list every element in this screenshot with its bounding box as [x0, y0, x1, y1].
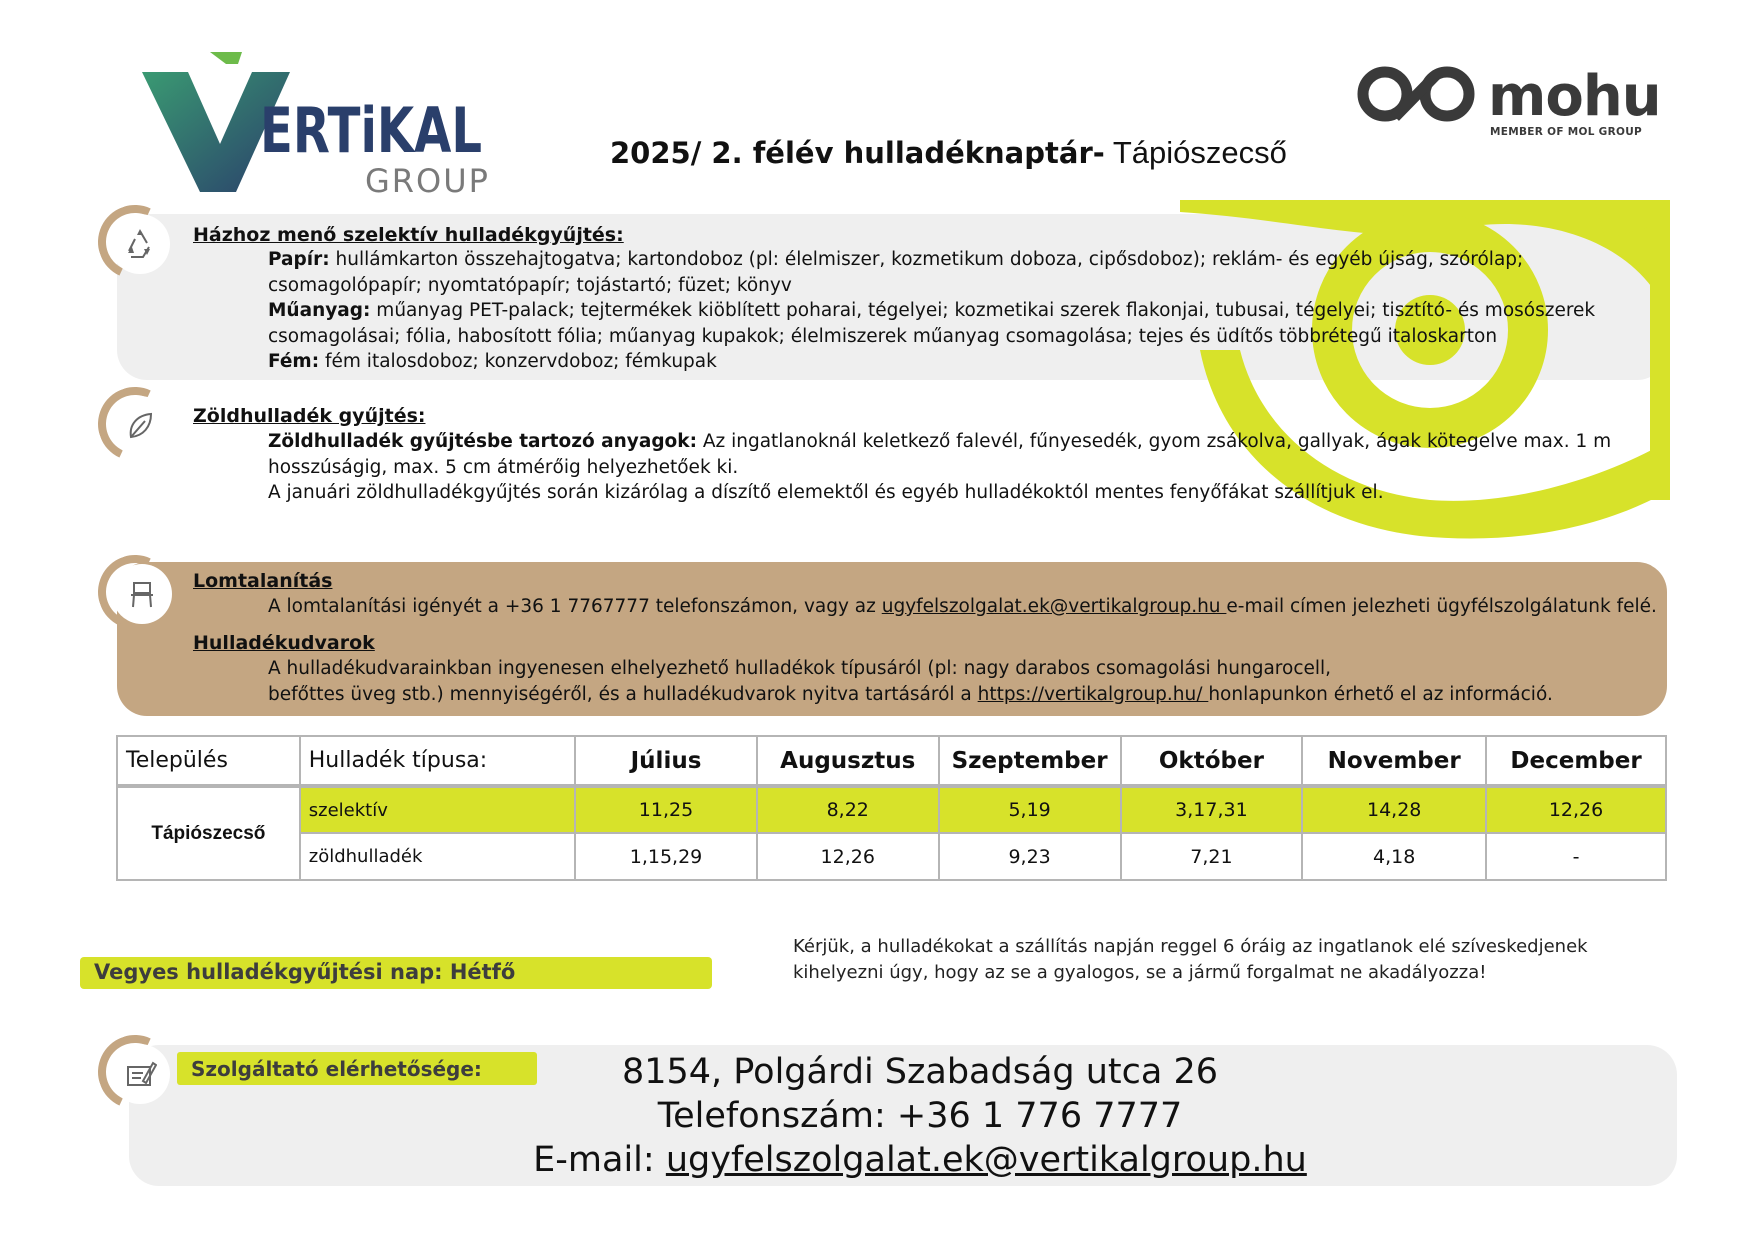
header-place: Település — [117, 736, 300, 786]
header-month: November — [1302, 736, 1486, 786]
svg-text:ERTiKAL: ERTiKAL — [260, 94, 482, 167]
mixed-waste-day: Vegyes hulladékgyűjtési nap: Hétfő — [80, 957, 712, 989]
contact-phone: Telefonszám: +36 1 776 7777 — [657, 1096, 1183, 1136]
page-title — [610, 135, 1287, 171]
green-line-1 — [268, 429, 1611, 455]
mohu-logo-word: mohu — [1488, 64, 1661, 129]
contact-email-label: E-mail: — [533, 1140, 655, 1180]
green-materials-label: Zöldhulladék gyűjtésbe tartozó anyagok: — [268, 431, 697, 452]
date-cell: 7,21 — [1121, 833, 1303, 880]
contact-form-icon — [110, 1044, 170, 1104]
green-materials-text-1: Az ingatlanoknál keletkező falevél, fűnyesedék, gyom zsákolva, gallyak, ágak kötegelve max. 1 m — [696, 431, 1612, 452]
page-title-main: 2025/ 2. félév hulladéknaptár- — [610, 136, 1105, 170]
selective-body — [268, 247, 1595, 375]
paper-text-1: hullámkarton összehajtogatva; kartondoboz (pl: élelmiszer, kozmetikum doboza, cipősdoboz); reklám- és egyéb újság, szórólap; — [329, 249, 1524, 270]
yards-line-2 — [268, 682, 1553, 708]
yards-line-1: A hulladékudvarainkban ingyenesen elhelyezhető hulladékok típusáról (pl: nagy darabos csomagolási hungarocell, — [268, 658, 1332, 679]
date-cell: - — [1486, 833, 1666, 880]
waste-type-cell: zöldhulladék — [300, 833, 575, 880]
place-cell: Tápiószecső — [117, 786, 300, 880]
bulky-email-link[interactable]: ugyfelszolgalat.ek@vertikalgroup.hu — [881, 596, 1227, 617]
yards-text-2b: honlapunkon érhető el az információ. — [1208, 683, 1553, 705]
green-title: Zöldhulladék gyűjtés: — [193, 405, 426, 427]
contact-email-link[interactable]: ugyfelszolgalat.ek@vertikalgroup.hu — [665, 1140, 1307, 1180]
notice-line-1: Kérjük, a hulladékokat a szállítás napján reggel 6 óráig az ingatlanok elé szíveskedjenek — [793, 936, 1588, 957]
selective-title: Házhoz menő szelektív hulladékgyűjtés: — [193, 224, 624, 246]
metal-text: fém italosdoboz; konzervdoboz; fémkupak — [319, 351, 717, 372]
page-title-place: Tápiószecső — [1104, 135, 1287, 170]
table-row — [117, 786, 1666, 833]
mohu-logo-tagline: MEMBER OF MOL GROUP — [1490, 126, 1643, 138]
leaf-icon — [110, 396, 170, 456]
yards-text-2a: befőttes üveg stb.) mennyiségéről, és a hulladékudvarok nyitva tartásáról a — [268, 683, 978, 705]
waste-type-cell: szelektív — [300, 786, 575, 833]
plastic-line-2: csomagolásai; fólia, habosított fólia; műanyag kupakok; élelmiszerek műanyag csomagolása; tejes és üdítős többrétegű italoskarton — [268, 325, 1498, 347]
table-header-row — [117, 736, 1666, 786]
contact-address: 8154, Polgárdi Szabadság utca 26 — [621, 1052, 1219, 1092]
plastic-text-1: műanyag PET-palack; tejtermékek kiöblített poharai, tégelyei; kozmetikai szerek flakonjai, tubusai, tégelyei; tisztító- és mosószerek — [370, 300, 1596, 321]
header-month: December — [1486, 736, 1666, 786]
header-month: Szeptember — [939, 736, 1121, 786]
table-row — [117, 833, 1666, 880]
green-line-2: hosszúságig, max. 5 cm átmérőig helyezhetőek ki. — [268, 456, 739, 478]
date-cell: 9,23 — [939, 833, 1121, 880]
date-cell: 11,25 — [575, 786, 757, 833]
date-cell: 3,17,31 — [1121, 786, 1303, 833]
bulky-text-a: A lomtalanítási igényét a +36 1 7767777 telefonszámon, vagy az — [268, 596, 882, 617]
yards-body — [268, 656, 1553, 707]
collection-schedule-table — [116, 735, 1667, 881]
paper-label: Papír: — [268, 249, 330, 270]
date-cell: 14,28 — [1302, 786, 1486, 833]
green-body — [268, 429, 1611, 506]
header-waste-type: Hulladék típusa: — [300, 736, 575, 786]
date-cell: 12,26 — [757, 833, 939, 880]
svg-text:GROUP: GROUP — [365, 162, 490, 200]
notice-line-2: kihelyezni úgy, hogy az se a gyalogos, se a jármű forgalmat ne akadályozza! — [793, 962, 1487, 983]
date-cell: 8,22 — [757, 786, 939, 833]
contact-label: Szolgáltató elérhetősége: — [177, 1052, 537, 1085]
vertikal-group-logo — [140, 52, 540, 202]
header-month: Augusztus — [757, 736, 939, 786]
date-cell: 1,15,29 — [575, 833, 757, 880]
green-line-3: A januári zöldhulladékgyűjtés során kizárólag a díszítő elemektől és egyéb hulladékoktól mentes fenyőfákat szállítjuk el. — [268, 482, 1384, 503]
date-cell: 4,18 — [1302, 833, 1486, 880]
bulky-title: Lomtalanítás — [193, 570, 333, 592]
header-month: Október — [1121, 736, 1303, 786]
header-month: Július — [575, 736, 757, 786]
bulky-line — [268, 594, 1657, 620]
bulky-text-b: e-mail címen jelezheti ügyfélszolgálatunk felé. — [1226, 596, 1657, 617]
chair-icon — [112, 564, 172, 624]
placement-notice — [793, 934, 1588, 986]
paper-line-2: csomagolópapír; nyomtatópapír; tojástartó; füzet; könyv — [268, 274, 792, 296]
website-link[interactable]: https://vertikalgroup.hu/ — [977, 683, 1209, 705]
metal-line — [268, 349, 1595, 375]
recycle-icon — [110, 214, 170, 274]
yards-title: Hulladékudvarok — [193, 632, 375, 654]
plastic-label: Műanyag: — [268, 300, 371, 321]
contact-email-line — [420, 1138, 1420, 1182]
paper-line-1 — [268, 247, 1595, 273]
metal-label: Fém: — [268, 351, 320, 372]
date-cell: 12,26 — [1486, 786, 1666, 833]
plastic-line-1 — [268, 298, 1595, 324]
contact-details — [420, 1050, 1420, 1182]
date-cell: 5,19 — [939, 786, 1121, 833]
